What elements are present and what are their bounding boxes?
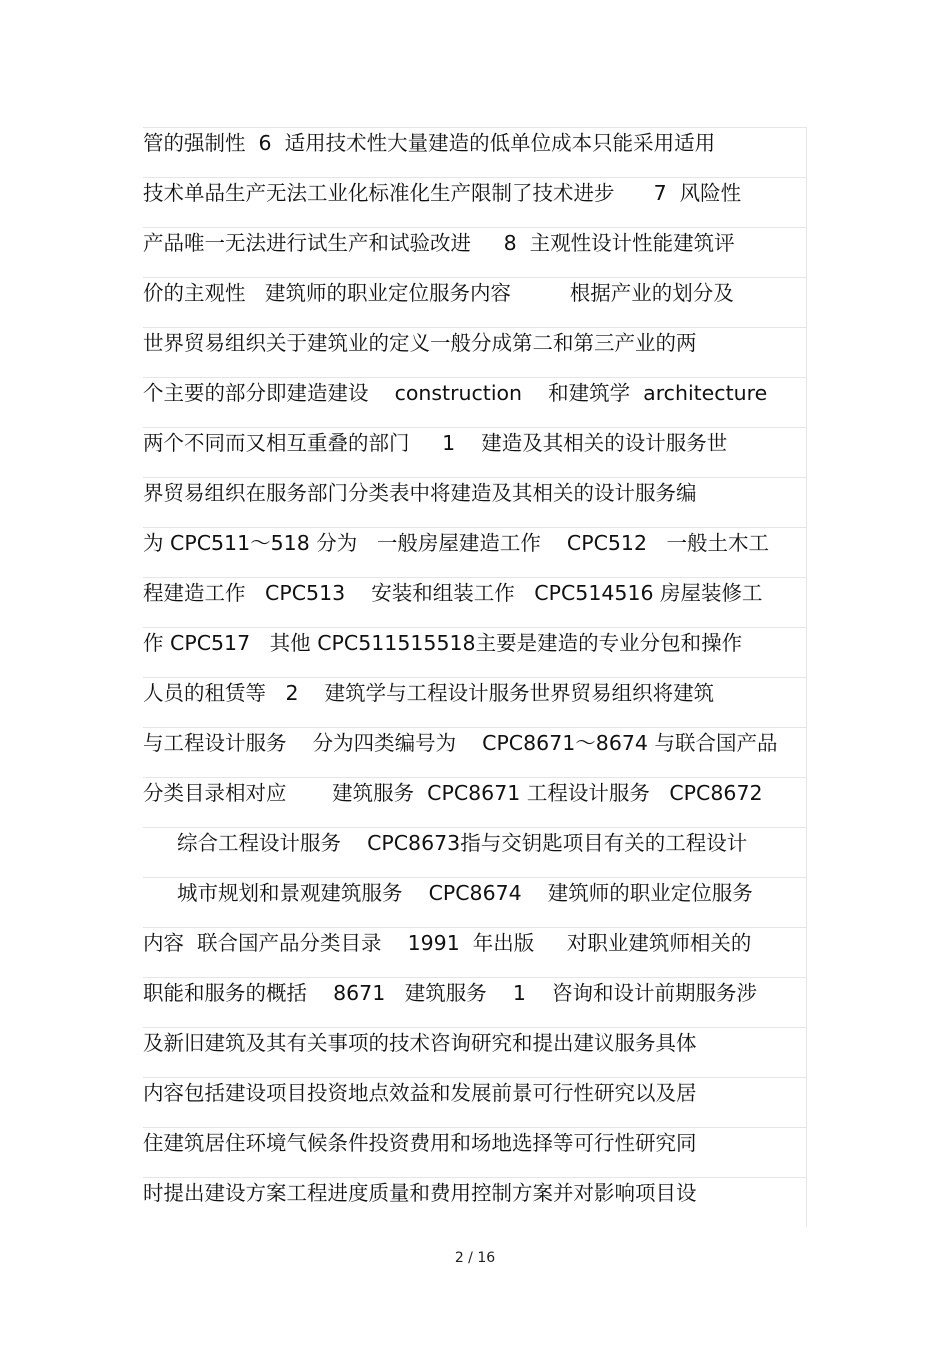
text-line [143,277,807,327]
text-line [143,527,807,577]
text-line [143,177,807,227]
text-line [143,877,807,927]
text-line-content: 与工程设计服务 分为四类编号为 CPC8671～8674 与联合国产品 [143,731,778,755]
text-line [143,727,807,777]
text-line-content: 为 CPC511～518 分为 一般房屋建造工作 CPC512 一般土木工 [143,531,770,555]
text-line [143,977,807,1027]
text-line-content: 产品唯一无法进行试生产和试验改进 8 主观性设计性能建筑评 [143,231,735,255]
text-line-content: 世界贸易组织关于建筑业的定义一般分成第二和第三产业的两 [143,331,697,355]
text-line [143,1127,807,1177]
text-line-content: 住建筑居住环境气候条件投资费用和场地选择等可行性研究同 [143,1131,697,1155]
text-line-content: 价的主观性 建筑师的职业定位服务内容 根据产业的划分及 [143,281,734,305]
text-line-content: 两个不同而又相互重叠的部门 1 建造及其相关的设计服务世 [143,431,728,455]
page-number: 2 / 16 [454,1250,496,1266]
text-line [143,1077,807,1127]
text-line [143,477,807,527]
text-line [143,377,807,427]
text-line [143,777,807,827]
text-line-content: 程建造工作 CPC513 安装和组装工作 CPC514516 房屋装修工 [143,581,763,605]
text-line [143,1177,807,1227]
text-line [143,627,807,677]
text-line [143,677,807,727]
text-line-content: 作 CPC517 其他 CPC511515518主要是建造的专业分包和操作 [143,631,743,655]
text-line-content: 职能和服务的概括 8671 建筑服务 1 咨询和设计前期服务涉 [143,981,757,1005]
text-line-content: 分类目录相对应 建筑服务 CPC8671 工程设计服务 CPC8672 [143,781,763,805]
text-line-content: 人员的租赁等 2 建筑学与工程设计服务世界贸易组织将建筑 [143,681,715,705]
text-line-content: 时提出建设方案工程进度质量和费用控制方案并对影响项目设 [143,1181,697,1205]
text-line [143,127,807,177]
body-text [143,127,807,1227]
text-line-content: 界贸易组织在服务部门分类表中将建造及其相关的设计服务编 [143,481,697,505]
text-line-content: 个主要的部分即建造建设 construction 和建筑学 architecture [143,381,768,405]
text-line-content: 城市规划和景观建筑服务 CPC8674 建筑师的职业定位服务 [177,881,753,905]
text-line [143,827,807,877]
text-line [143,927,807,977]
text-line [143,1027,807,1077]
text-line [143,327,807,377]
text-line-content: 及新旧建筑及其有关事项的技术咨询研究和提出建议服务具体 [143,1031,697,1055]
text-line-content: 技术单品生产无法工业化标准化生产限制了技术进步 7 风险性 [143,181,742,205]
text-line-content: 管的强制性 6 适用技术性大量建造的低单位成本只能采用适用 [143,131,716,155]
text-line [143,577,807,627]
text-line-content: 综合工程设计服务 CPC8673指与交钥匙项目有关的工程设计 [177,831,748,855]
text-line-content: 内容 联合国产品分类目录 1991 年出版 对职业建筑师相关的 [143,931,752,955]
text-line [143,427,807,477]
text-line-content: 内容包括建设项目投资地点效益和发展前景可行性研究以及居 [143,1081,697,1105]
text-line [143,227,807,277]
